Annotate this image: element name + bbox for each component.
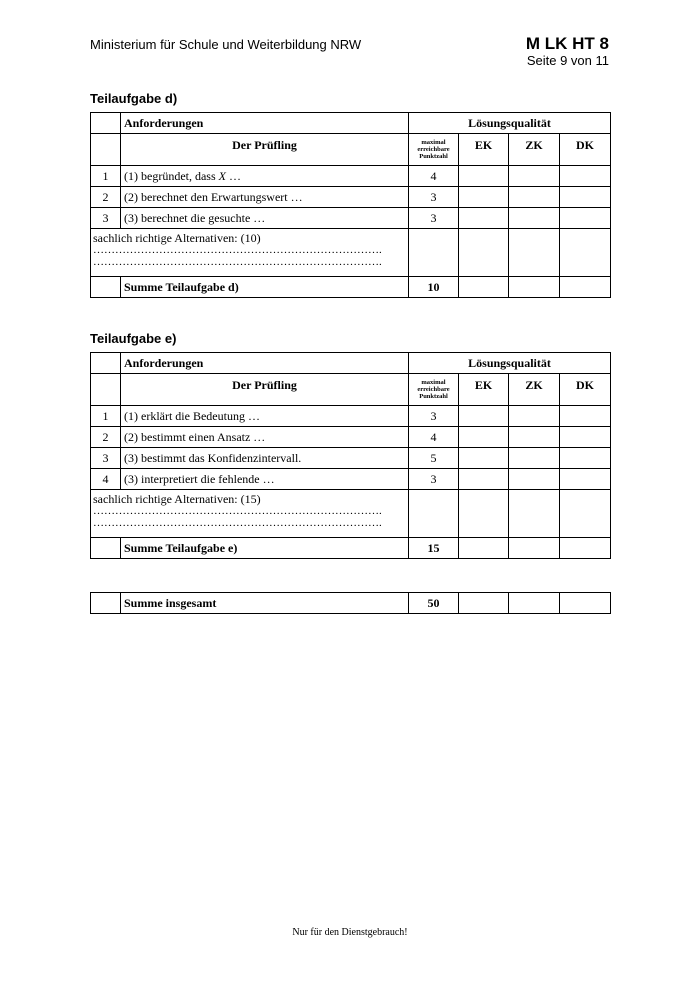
total-points: 50 bbox=[409, 593, 459, 614]
max-line-2: erreichbare bbox=[417, 146, 450, 153]
col-max-points bbox=[409, 134, 459, 166]
grading-table-e bbox=[90, 352, 611, 559]
ek-cell[interactable] bbox=[459, 187, 509, 208]
page-number: Seite 9 von 11 bbox=[526, 53, 609, 68]
dk-cell[interactable] bbox=[560, 593, 611, 614]
row-text: (3) interpretiert die fehlende … bbox=[121, 469, 409, 490]
alt-points-cell[interactable] bbox=[409, 490, 459, 538]
row-text-var: X bbox=[218, 168, 226, 183]
ek-cell[interactable] bbox=[459, 229, 509, 277]
zk-cell[interactable] bbox=[509, 166, 560, 187]
dotted-line: ……………………………………………………………………. bbox=[93, 505, 382, 517]
dk-cell[interactable] bbox=[560, 166, 611, 187]
table-row bbox=[91, 187, 611, 208]
col-dk: DK bbox=[560, 134, 611, 166]
max-line-3: Punktzahl bbox=[419, 393, 448, 400]
section-title-e: Teilaufgabe e) bbox=[90, 331, 177, 346]
ministry-name: Ministerium für Schule und Weiterbildung NRW bbox=[90, 37, 362, 52]
table-row bbox=[91, 448, 611, 469]
row-number: 3 bbox=[91, 208, 121, 229]
zk-cell[interactable] bbox=[509, 187, 560, 208]
blank-cell bbox=[91, 374, 121, 406]
ek-cell[interactable] bbox=[459, 166, 509, 187]
row-number: 1 bbox=[91, 166, 121, 187]
row-text bbox=[121, 166, 409, 187]
blank-cell bbox=[91, 134, 121, 166]
max-line-1: maximal bbox=[421, 139, 446, 146]
row-text: (2) berechnet den Erwartungswert … bbox=[121, 187, 409, 208]
ek-cell[interactable] bbox=[459, 490, 509, 538]
max-line-2: erreichbare bbox=[417, 386, 450, 393]
row-text: (3) bestimmt das Konfidenzintervall. bbox=[121, 448, 409, 469]
row-points: 3 bbox=[409, 187, 459, 208]
blank-cell bbox=[91, 538, 121, 559]
alternatives-row bbox=[91, 229, 611, 277]
sum-points: 10 bbox=[409, 277, 459, 298]
ek-cell[interactable] bbox=[459, 469, 509, 490]
col-ek: EK bbox=[459, 374, 509, 406]
dk-cell[interactable] bbox=[560, 538, 611, 559]
zk-cell[interactable] bbox=[509, 277, 560, 298]
zk-cell[interactable] bbox=[509, 448, 560, 469]
row-number: 1 bbox=[91, 406, 121, 427]
table-row bbox=[91, 406, 611, 427]
ek-cell[interactable] bbox=[459, 538, 509, 559]
zk-cell[interactable] bbox=[509, 593, 560, 614]
col-anforderungen: Anforderungen bbox=[121, 113, 409, 134]
col-pruefling: Der Prüfling bbox=[121, 374, 409, 406]
col-max-points bbox=[409, 374, 459, 406]
sum-row bbox=[91, 538, 611, 559]
sum-label: Summe Teilaufgabe e) bbox=[121, 538, 409, 559]
dk-cell[interactable] bbox=[560, 469, 611, 490]
total-table bbox=[90, 592, 611, 614]
ek-cell[interactable] bbox=[459, 427, 509, 448]
zk-cell[interactable] bbox=[509, 538, 560, 559]
alternatives-cell bbox=[91, 490, 409, 538]
exam-code: M LK HT 8 bbox=[525, 34, 609, 53]
grading-table-d bbox=[90, 112, 611, 298]
col-ek: EK bbox=[459, 134, 509, 166]
col-dk: DK bbox=[560, 374, 611, 406]
row-number: 2 bbox=[91, 427, 121, 448]
row-points: 3 bbox=[409, 469, 459, 490]
ek-cell[interactable] bbox=[459, 593, 509, 614]
dk-cell[interactable] bbox=[560, 187, 611, 208]
dotted-line: ……………………………………………………………………. bbox=[93, 517, 382, 529]
dk-cell[interactable] bbox=[560, 208, 611, 229]
blank-cell bbox=[91, 593, 121, 614]
row-points: 4 bbox=[409, 427, 459, 448]
footer-note: Nur für den Dienstgebrauch! bbox=[292, 927, 408, 938]
row-text: (1) erklärt die Bedeutung … bbox=[121, 406, 409, 427]
row-text: (2) bestimmt einen Ansatz … bbox=[121, 427, 409, 448]
zk-cell[interactable] bbox=[509, 490, 560, 538]
row-number: 3 bbox=[91, 448, 121, 469]
row-text-prefix: (1) begründet, dass bbox=[124, 168, 219, 183]
sum-points: 15 bbox=[409, 538, 459, 559]
blank-cell bbox=[91, 277, 121, 298]
row-points: 3 bbox=[409, 406, 459, 427]
total-row bbox=[91, 593, 611, 614]
dotted-line: ……………………………………………………………………. bbox=[93, 244, 382, 256]
table-row bbox=[91, 166, 611, 187]
row-number: 2 bbox=[91, 187, 121, 208]
sum-row bbox=[91, 277, 611, 298]
row-text: (3) berechnet die gesuchte … bbox=[121, 208, 409, 229]
table-row bbox=[91, 208, 611, 229]
row-number: 4 bbox=[91, 469, 121, 490]
col-loesungsqualitaet: Lösungsqualität bbox=[409, 353, 611, 374]
ek-cell[interactable] bbox=[459, 406, 509, 427]
zk-cell[interactable] bbox=[509, 427, 560, 448]
alternatives-row bbox=[91, 490, 611, 538]
max-line-1: maximal bbox=[421, 379, 446, 386]
alt-points-cell[interactable] bbox=[409, 229, 459, 277]
row-points: 3 bbox=[409, 208, 459, 229]
sum-label: Summe Teilaufgabe d) bbox=[121, 277, 409, 298]
col-zk: ZK bbox=[509, 374, 560, 406]
alternatives-label: sachlich richtige Alternativen: (15) bbox=[93, 492, 261, 506]
blank-cell bbox=[91, 353, 121, 374]
dk-cell[interactable] bbox=[560, 448, 611, 469]
table-row bbox=[91, 427, 611, 448]
table-row bbox=[91, 469, 611, 490]
ek-cell[interactable] bbox=[459, 208, 509, 229]
row-text-suffix: … bbox=[225, 168, 241, 183]
zk-cell[interactable] bbox=[509, 229, 560, 277]
dk-cell[interactable] bbox=[560, 427, 611, 448]
alternatives-label: sachlich richtige Alternativen: (10) bbox=[93, 231, 261, 245]
zk-cell[interactable] bbox=[509, 469, 560, 490]
dotted-line: ……………………………………………………………………. bbox=[93, 256, 382, 268]
alternatives-cell bbox=[91, 229, 409, 277]
section-title-d: Teilaufgabe d) bbox=[90, 91, 178, 106]
zk-cell[interactable] bbox=[509, 406, 560, 427]
col-loesungsqualitaet: Lösungsqualität bbox=[409, 113, 611, 134]
total-label: Summe insgesamt bbox=[121, 593, 409, 614]
dk-cell[interactable] bbox=[560, 490, 611, 538]
col-anforderungen: Anforderungen bbox=[121, 353, 409, 374]
col-zk: ZK bbox=[509, 134, 560, 166]
dk-cell[interactable] bbox=[560, 277, 611, 298]
dk-cell[interactable] bbox=[560, 229, 611, 277]
ek-cell[interactable] bbox=[459, 277, 509, 298]
blank-cell bbox=[91, 113, 121, 134]
zk-cell[interactable] bbox=[509, 208, 560, 229]
row-points: 5 bbox=[409, 448, 459, 469]
row-points: 4 bbox=[409, 166, 459, 187]
max-line-3: Punktzahl bbox=[419, 153, 448, 160]
ek-cell[interactable] bbox=[459, 448, 509, 469]
dk-cell[interactable] bbox=[560, 406, 611, 427]
col-pruefling: Der Prüfling bbox=[121, 134, 409, 166]
